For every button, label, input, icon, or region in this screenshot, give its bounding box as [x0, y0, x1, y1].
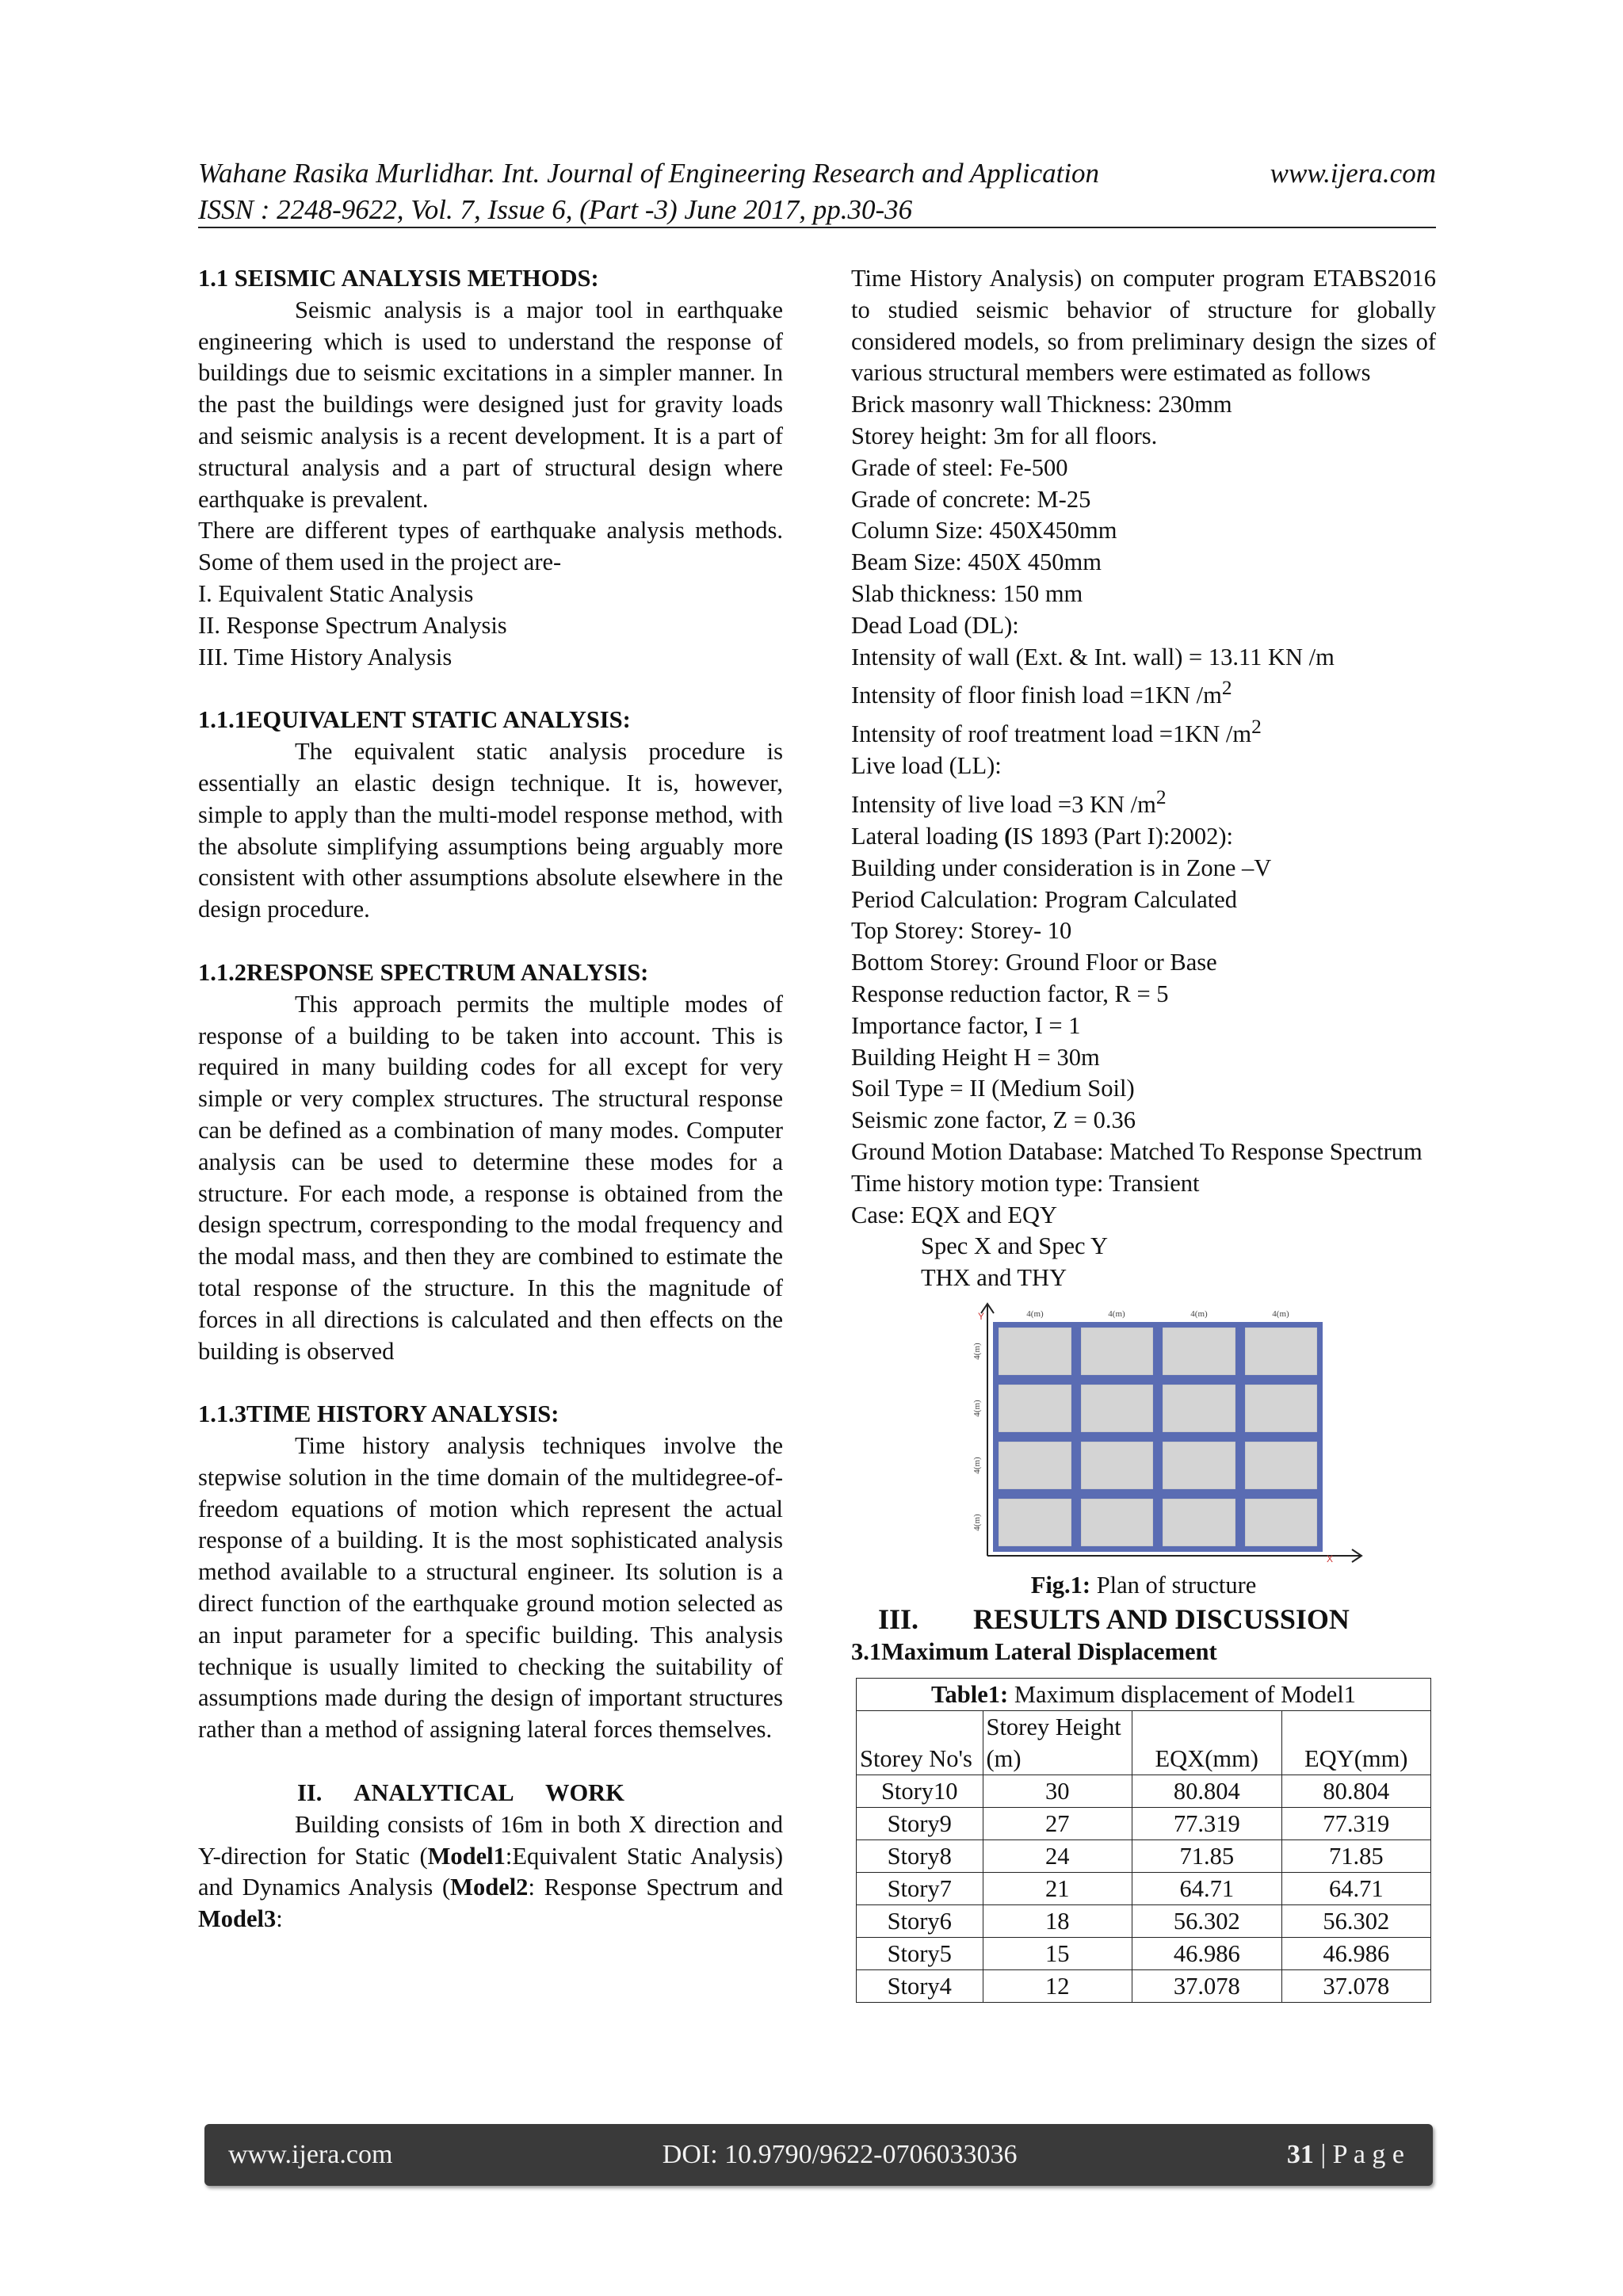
plan-bay	[999, 1328, 1071, 1375]
list-item: III. Time History Analysis	[198, 643, 453, 670]
design-parameters	[851, 389, 1436, 1294]
parameter-line: Importance factor, I = 1	[851, 1011, 1081, 1039]
dimension-label: 4(m)	[972, 1457, 982, 1474]
parameter-line: Seismic zone factor, Z = 0.36	[851, 1106, 1136, 1134]
header-issn: ISSN : 2248-9622, Vol. 7, Issue 6, (Part -3) June 2017, pp.30-36	[198, 194, 913, 225]
section-heading-3-1: 3.1Maximum Lateral Displacement	[851, 1637, 1217, 1665]
list-item: I. Equivalent Static Analysis	[198, 579, 474, 607]
parameter-line: Intensity of roof treatment load =1KN $/m^2$	[851, 716, 1262, 748]
plan-bay	[1081, 1328, 1153, 1375]
paragraph-analytical-work: Building consists of 16m in both X direction and Y-direction for Static (Model1:Equivalent Static Analysis) and Dynamics Analysis (Model2: Response Spectrum and Model3:	[198, 1810, 783, 1933]
header-divider	[198, 227, 1436, 228]
parameter-line: Lateral loading (IS 1893 (Part I):2002):	[851, 823, 1233, 850]
parameter-line: Grade of steel: Fe-500	[851, 453, 1068, 481]
table-row: Story4 12 37.078 37.078	[857, 1969, 1431, 2002]
plan-bay	[1245, 1499, 1317, 1546]
displacement-table	[856, 1678, 1431, 2003]
parameter-line: Building Height H = 30m	[851, 1043, 1100, 1071]
parameter-line: Case: EQX and EQY	[851, 1201, 1058, 1228]
dimension-label: 4(m)	[972, 1514, 982, 1531]
paragraph-seismic-analysis: Seismic analysis is a major tool in earthquake engineering which is used to understand the response of buildings due to seismic excitations in a simpler manner. In the past the buildings were designed just for gravity loads and seismic analysis is a recent development. It is a part of structural analysis and a part of structural design where earthquake is prevalent.	[198, 296, 783, 513]
paragraph-analysis-types: There are different types of earthquake analysis methods. Some of them used in the project are-	[198, 517, 783, 576]
parameter-line: Spec X and Spec Y	[921, 1232, 1109, 1260]
plan-bay	[1245, 1385, 1317, 1432]
parameter-line: Column Size: 450X450mm	[851, 517, 1117, 544]
table-header-row	[857, 1710, 1431, 1775]
plan-beam	[1153, 1322, 1163, 1552]
dimension-label: 4(m)	[1272, 1308, 1289, 1319]
footer-website[interactable]: www.ijera.com	[228, 2140, 393, 2169]
plan-bay	[999, 1499, 1071, 1546]
dimension-label: 4(m)	[1190, 1308, 1208, 1319]
figure-plan-of-structure	[949, 1301, 1403, 1570]
running-header	[198, 155, 1436, 228]
right-column	[851, 263, 1436, 2003]
table-header: EQY(mm)	[1281, 1710, 1431, 1775]
dimension-label: 4(m)	[972, 1400, 982, 1417]
parameter-line: Beam Size: 450X 450mm	[851, 548, 1102, 576]
table-row: Story7 21 64.71 64.71	[857, 1872, 1431, 1904]
header-citation: Wahane Rasika Murlidhar. Int. Journal of Engineering Research and Application	[198, 158, 1100, 189]
parameter-line: Building under consideration is in Zone –V	[851, 854, 1272, 881]
footer-page-number: 31 | P a g e	[1286, 2140, 1404, 2169]
y-axis-label: Y	[978, 1310, 985, 1322]
model1-label: Model1	[427, 1842, 506, 1870]
parameter-line: Dead Load (DL):	[851, 611, 1019, 639]
parameter-line: Storey height: 3m for all floors.	[851, 422, 1158, 449]
parameter-line: Slab thickness: 150 mm	[851, 579, 1083, 607]
plan-bay	[1245, 1328, 1317, 1375]
plan-beam	[993, 1322, 999, 1552]
plan-bay	[999, 1442, 1071, 1489]
plan-bay	[1081, 1499, 1153, 1546]
plan-bay	[1163, 1385, 1235, 1432]
section-heading-2: II. ANALYTICAL WORK	[297, 1779, 624, 1807]
section-heading-1-1-2: 1.1.2RESPONSE SPECTRUM ANALYSIS:	[198, 958, 649, 986]
dimension-label: 4(m)	[1026, 1308, 1044, 1319]
parameter-line: Intensity of floor finish load =1KN $/m^2$	[851, 677, 1232, 709]
plan-bay	[1245, 1442, 1317, 1489]
table-caption-row	[857, 1678, 1431, 1710]
table-header: Storey No's	[857, 1710, 983, 1775]
x-axis-label: X	[1327, 1553, 1334, 1564]
header-website[interactable]: www.ijera.com	[1270, 158, 1436, 189]
left-column	[198, 263, 783, 1935]
parameter-line: Ground Motion Database: Matched To Response Spectrum	[851, 1137, 1423, 1165]
dimension-label: 4(m)	[1108, 1308, 1125, 1319]
table-caption: Table1: Maximum displacement of Model1	[857, 1678, 1431, 1710]
list-item: II. Response Spectrum Analysis	[198, 611, 507, 639]
section-heading-1-1-3: 1.1.3TIME HISTORY ANALYSIS:	[198, 1400, 559, 1428]
page-footer	[204, 2124, 1433, 2186]
table-row: Story6 18 56.302 56.302	[857, 1904, 1431, 1937]
parameter-line: Grade of concrete: M-25	[851, 485, 1091, 513]
table-header: Storey Height (m)	[983, 1710, 1132, 1775]
parameter-line: Response reduction factor, R = 5	[851, 980, 1169, 1007]
plan-beam	[1317, 1322, 1323, 1552]
plan-beam	[1235, 1322, 1245, 1552]
parameter-line: THX and THY	[921, 1264, 1067, 1292]
table-row: Story9 27 77.319 77.319	[857, 1807, 1431, 1839]
parameter-line: Live load (LL):	[851, 752, 1002, 780]
table-header: EQX(mm)	[1132, 1710, 1282, 1775]
plan-bay	[1163, 1328, 1235, 1375]
dimension-label: 4(m)	[972, 1343, 982, 1360]
section-heading-1-1: 1.1 SEISMIC ANALYSIS METHODS:	[198, 265, 599, 292]
paragraph-equivalent-static: The equivalent static analysis procedure is essentially an elastic design technique. It is, however, simple to apply than the multi-model response method, with the absolute simplifying assumptions being arguably more consistent with other assumptions absolute elsewhere in the design procedure.	[198, 738, 783, 923]
plan-bay	[1081, 1385, 1153, 1432]
parameter-line: Time history motion type: Transient	[851, 1169, 1200, 1197]
parameter-line: Soil Type = II (Medium Soil)	[851, 1075, 1135, 1102]
figure-caption: Fig.1: Plan of structure	[1030, 1571, 1257, 1599]
paragraph-response-spectrum: This approach permits the multiple modes of response of a building to be taken into account. This is required in many building codes for all except for very simple or very complex structures. The structural response can be defined as a combination of many modes. Computer analysis can be used to determine these modes for a structure. For each mode, a response is obtained from the design spectrum, corresponding to the modal frequency and the modal mass, and then they are combined to estimate the total response of the structure. In this the magnitude of forces in all directions is calculated and then effects on the building is observed	[198, 990, 783, 1365]
paragraph-time-history: Time history analysis techniques involve the stepwise solution in the time domain of the multidegree-of-freedom equations of motion which represent the actual response of a building. It is the most sophisticated analysis method available to a structural engineer. Its solution is a direct function of the earthquake ground motion selected as an input parameter for a specific building. This analysis technique is usually limited to checking the suitability of assumptions made during the design of important structures rather than a method of assigning lateral forces themselves.	[198, 1432, 783, 1744]
footer-doi[interactable]: DOI: 10.9790/9622-0706033036	[662, 2140, 1018, 2169]
paragraph-continuation: Time History Analysis) on computer program ETABS2016 to studied seismic behavior of structure for globally considered models, so from preliminary design the sizes of various structural members were estimated as follows	[851, 265, 1436, 387]
table-row: Story8 24 71.85 71.85	[857, 1839, 1431, 1872]
parameter-line: Intensity of live load =3 KN $/m^2$	[851, 786, 1167, 819]
parameter-line: Period Calculation: Program Calculated	[851, 885, 1238, 913]
section-heading-3: III. RESULTS AND DISCUSSION	[878, 1603, 1350, 1635]
parameter-line: Intensity of wall (Ext. & Int. wall) = 13.11 KN /m	[851, 643, 1335, 670]
plan-bay	[999, 1385, 1071, 1432]
parameter-line: Bottom Storey: Ground Floor or Base	[851, 949, 1217, 976]
plan-bay	[1163, 1499, 1235, 1546]
plan-drawing	[949, 1301, 1403, 1570]
model2-label: Model2	[450, 1874, 529, 1901]
plan-bay	[1163, 1442, 1235, 1489]
parameter-line: Brick masonry wall Thickness: 230mm	[851, 391, 1232, 418]
table-row: Story10 30 80.804 80.804	[857, 1775, 1431, 1807]
plan-beam	[1071, 1322, 1081, 1552]
plan-bay	[1081, 1442, 1153, 1489]
parameter-line: Top Storey: Storey- 10	[851, 917, 1072, 945]
table-row: Story5 15 46.986 46.986	[857, 1937, 1431, 1969]
model3-label: Model3	[198, 1905, 277, 1933]
section-heading-1-1-1: 1.1.1EQUIVALENT STATIC ANALYSIS:	[198, 706, 631, 734]
